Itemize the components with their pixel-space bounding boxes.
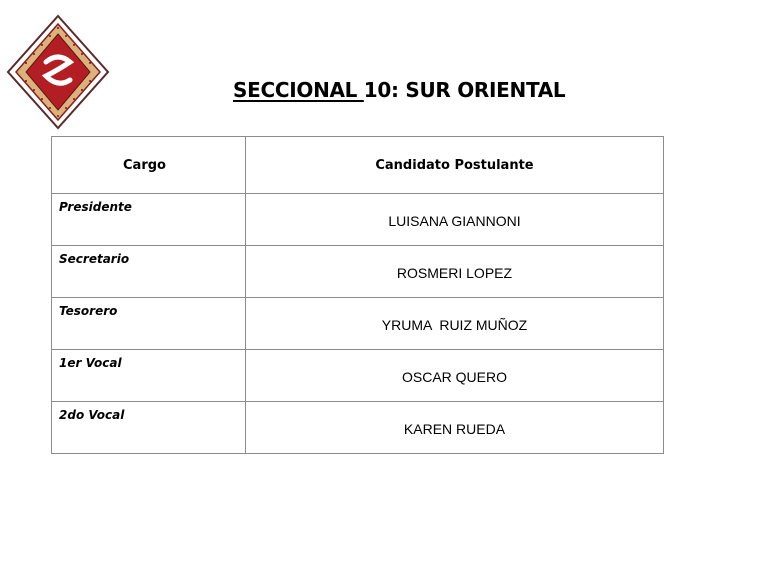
candidato-cell: KAREN RUEDA [246, 402, 664, 454]
table-row [52, 298, 664, 350]
cargo-cell: Secretario [52, 246, 246, 298]
page-title-underlined: SECCIONAL [233, 78, 364, 102]
table-row [52, 402, 664, 454]
table-row [52, 246, 664, 298]
page-title [233, 76, 565, 104]
candidato-cell: YRUMA RUIZ MUÑOZ [246, 298, 664, 350]
cargo-cell: Presidente [52, 194, 246, 246]
table-row [52, 194, 664, 246]
cargo-cell: Tesorero [52, 298, 246, 350]
cargo-cell: 1er Vocal [52, 350, 246, 402]
diamond-seal-logo-icon [6, 14, 110, 130]
candidato-cell: ROSMERI LOPEZ [246, 246, 664, 298]
header-cargo: Cargo [52, 137, 246, 194]
table-row [52, 350, 664, 402]
candidato-cell: OSCAR QUERO [246, 350, 664, 402]
candidates-table [51, 136, 664, 454]
table-header-row [52, 137, 664, 194]
page-title-rest: 10: SUR ORIENTAL [363, 78, 566, 102]
candidato-cell: LUISANA GIANNONI [246, 194, 664, 246]
header-candidato: Candidato Postulante [246, 137, 664, 194]
cargo-cell: 2do Vocal [52, 402, 246, 454]
